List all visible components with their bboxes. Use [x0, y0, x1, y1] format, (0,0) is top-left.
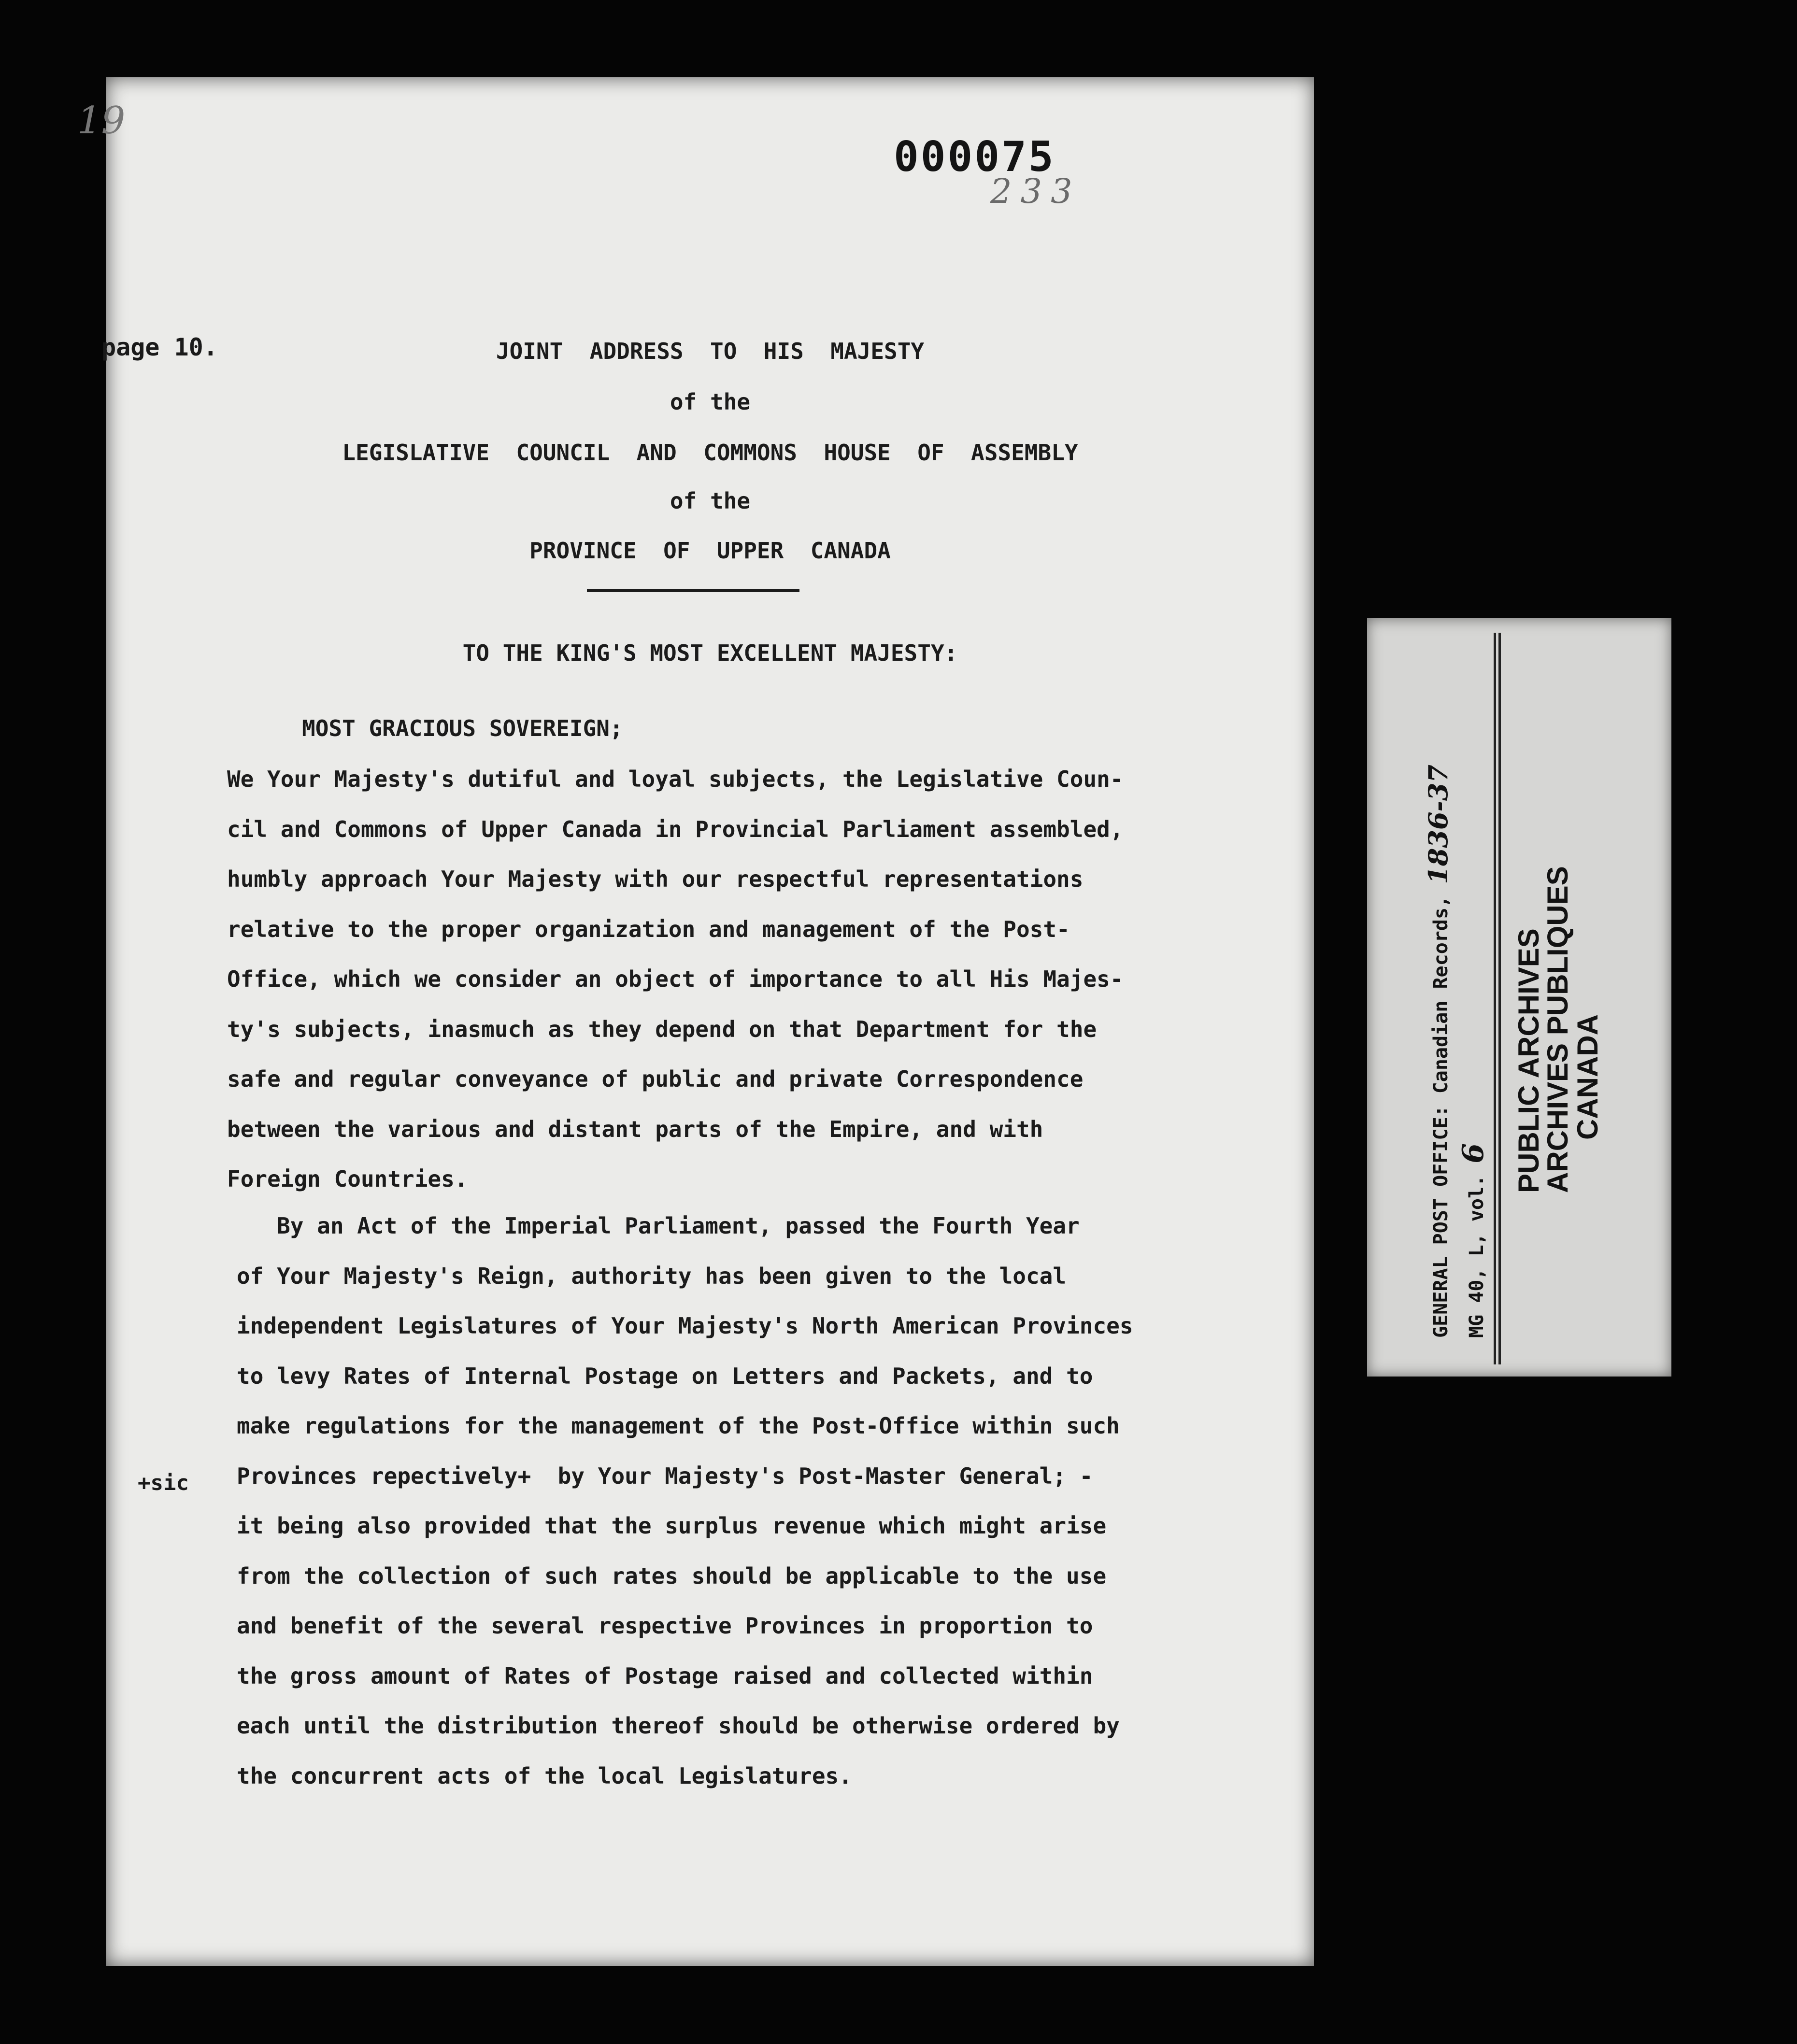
body-line: ty's subjects, inasmuch as they depend on that Department for the	[227, 1016, 1097, 1042]
tab-country: CANADA	[1571, 1014, 1604, 1140]
tab-collection-line	[1423, 765, 1454, 1338]
body-line: and benefit of the several respective Provinces in proportion to	[237, 1613, 1093, 1639]
body-line: Foreign Countries.	[227, 1166, 468, 1192]
tab-archive-en: PUBLIC ARCHIVES	[1512, 928, 1545, 1193]
body-line: We Your Majesty's dutiful and loyal subjects, the Legislative Coun-	[227, 766, 1124, 792]
title-line-4: of the	[670, 488, 751, 514]
archive-label-tab	[1367, 618, 1671, 1377]
title-line-1: JOINT ADDRESS TO HIS MAJESTY	[496, 338, 925, 364]
salutation-address: TO THE KING'S MOST EXCELLENT MAJESTY:	[462, 640, 958, 666]
title-line-2: of the	[670, 389, 751, 415]
tab-divider	[1494, 633, 1496, 1364]
body-line: each until the distribution thereof should be otherwise ordered by	[237, 1713, 1120, 1739]
body-line: independent Legislatures of Your Majesty's North American Provinces	[237, 1313, 1133, 1339]
margin-note-sic: +sic	[138, 1471, 189, 1495]
body-line: from the collection of such rates should be applicable to the use	[237, 1562, 1107, 1589]
body-line: By an Act of the Imperial Parliament, passed the Fourth Year	[237, 1213, 1080, 1239]
title-line-5: PROVINCE OF UPPER CANADA	[529, 538, 891, 564]
salutation-greeting: MOST GRACIOUS SOVEREIGN;	[302, 715, 623, 741]
handwritten-folio-number: 19	[77, 99, 126, 142]
manuscript-number: 000075	[894, 133, 1055, 181]
body-line: Provinces repectively+ by Your Majesty's Post-Master General; -	[237, 1462, 1093, 1489]
tab-volume-handwritten: 6	[1456, 1143, 1490, 1164]
body-line: to levy Rates of Internal Postage on Letters and Packets, and to	[237, 1363, 1093, 1389]
page-label: page 10.	[101, 333, 218, 361]
body-line: make regulations for the management of the Post-Office within such	[237, 1413, 1120, 1439]
title-underline	[587, 589, 799, 592]
body-line: it being also provided that the surplus revenue which might arise	[237, 1513, 1107, 1539]
body-line: relative to the proper organization and management of the Post-	[227, 916, 1070, 942]
body-line: of Your Majesty's Reign, authority has been given to the local	[237, 1263, 1067, 1289]
body-line: cil and Commons of Upper Canada in Provincial Parliament assembled,	[227, 816, 1124, 842]
tab-collection: GENERAL POST OFFICE: Canadian Records,	[1430, 895, 1452, 1338]
body-line: safe and regular conveyance of public and private Correspondence	[227, 1066, 1084, 1092]
body-line: Office, which we consider an object of importance to all His Majes-	[227, 966, 1124, 992]
tab-divider	[1498, 633, 1501, 1364]
body-line: the gross amount of Rates of Postage raised and collected within	[237, 1662, 1093, 1689]
body-line: between the various and distant parts of the Empire, and with	[227, 1116, 1043, 1142]
tab-archive-fr: ARCHIVES PUBLIQUES	[1541, 866, 1574, 1193]
handwritten-ms-number: 233	[990, 171, 1081, 211]
tab-reference: MG 40, L, vol.	[1466, 1175, 1488, 1338]
tab-reference-line	[1456, 1143, 1490, 1338]
title-line-3: LEGISLATIVE COUNCIL AND COMMONS HOUSE OF ASSEMBLY	[342, 440, 1078, 466]
body-line: the concurrent acts of the local Legislatures.	[237, 1762, 852, 1789]
body-line: humbly approach Your Majesty with our respectful representations	[227, 866, 1084, 892]
tab-years-handwritten: 1836-37	[1423, 764, 1454, 884]
